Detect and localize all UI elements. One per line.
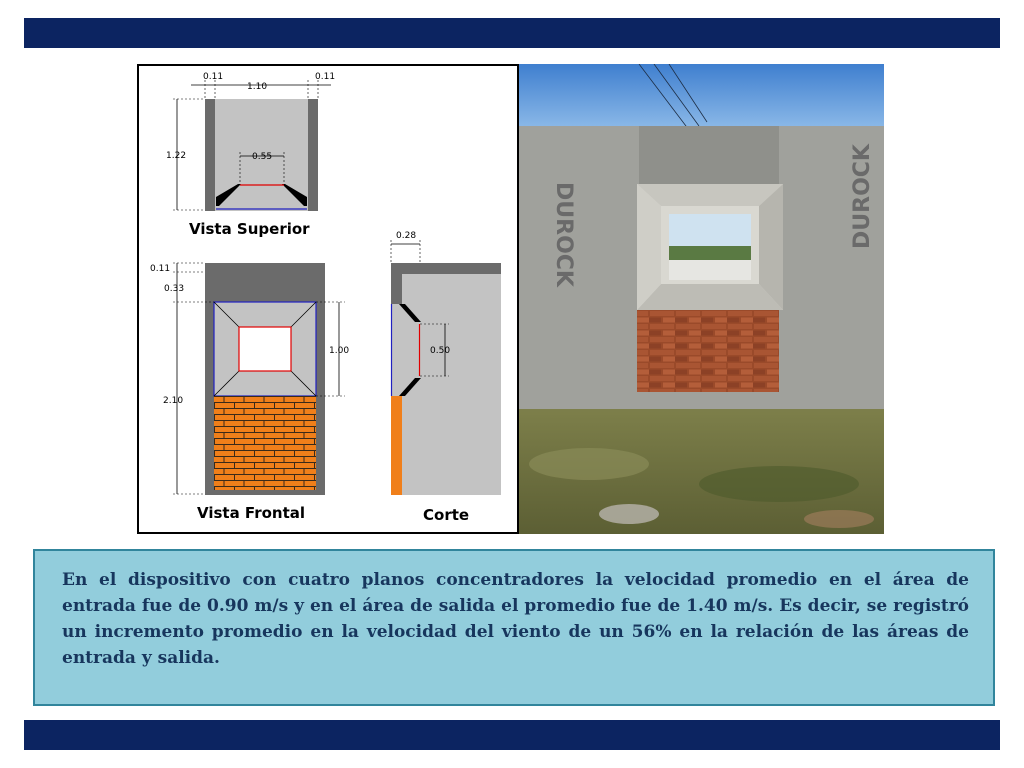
section-view xyxy=(391,231,501,524)
drawing-svg xyxy=(139,66,517,532)
photo-lintel xyxy=(639,126,779,184)
section-title: Corte xyxy=(423,506,470,524)
dim-section-thickness: 0.28 xyxy=(396,231,417,241)
photo-svg xyxy=(519,64,884,534)
section-body xyxy=(391,263,501,495)
dim-top-wall-left: 0.11 xyxy=(203,72,224,82)
section-roof xyxy=(391,263,501,274)
photo-watermark-right: DUROCK xyxy=(850,144,875,249)
top-view-left-wall xyxy=(205,99,215,211)
top-band xyxy=(24,18,1000,48)
dim-front-top-gap: 0.33 xyxy=(164,284,185,294)
top-view-right-wall xyxy=(308,99,318,211)
bottom-band xyxy=(24,720,1000,750)
dim-top-width: 1.10 xyxy=(247,82,268,92)
caption-text: En el dispositivo con cuatro planos concentradores la velocidad promedio en el área de entrada fue de 0.90 m/s y en el área de salida el promedio fue de 1.40 m/s. Es decir, se registró un incremento promedio en la velocidad del viento de un 56% en la relación de las áreas de entrada y salida. xyxy=(62,570,969,668)
dim-top-depth: 1.22 xyxy=(166,151,187,161)
top-view-title: Vista Superior xyxy=(189,220,310,238)
photo-brick-wall xyxy=(637,310,779,392)
dim-top-opening: 0.55 xyxy=(252,152,273,162)
technical-drawing xyxy=(137,64,519,534)
section-brick-wall xyxy=(391,396,402,495)
dim-top-wall-right: 0.11 xyxy=(315,72,336,82)
dim-front-window: 1.00 xyxy=(329,346,350,356)
front-view-brick-wall xyxy=(214,396,316,490)
photo-watermark-left: DUROCK xyxy=(551,182,576,287)
top-view xyxy=(166,72,335,238)
dim-section-opening: 0.50 xyxy=(430,346,451,356)
front-view-outlet xyxy=(239,327,291,371)
device-photo xyxy=(519,64,884,534)
dim-front-top-wall: 0.11 xyxy=(150,264,171,274)
section-upper-wall xyxy=(391,274,402,304)
dim-front-height: 2.10 xyxy=(163,396,184,406)
caption-box xyxy=(33,549,995,706)
front-view-title: Vista Frontal xyxy=(197,504,306,522)
front-view xyxy=(150,263,349,522)
